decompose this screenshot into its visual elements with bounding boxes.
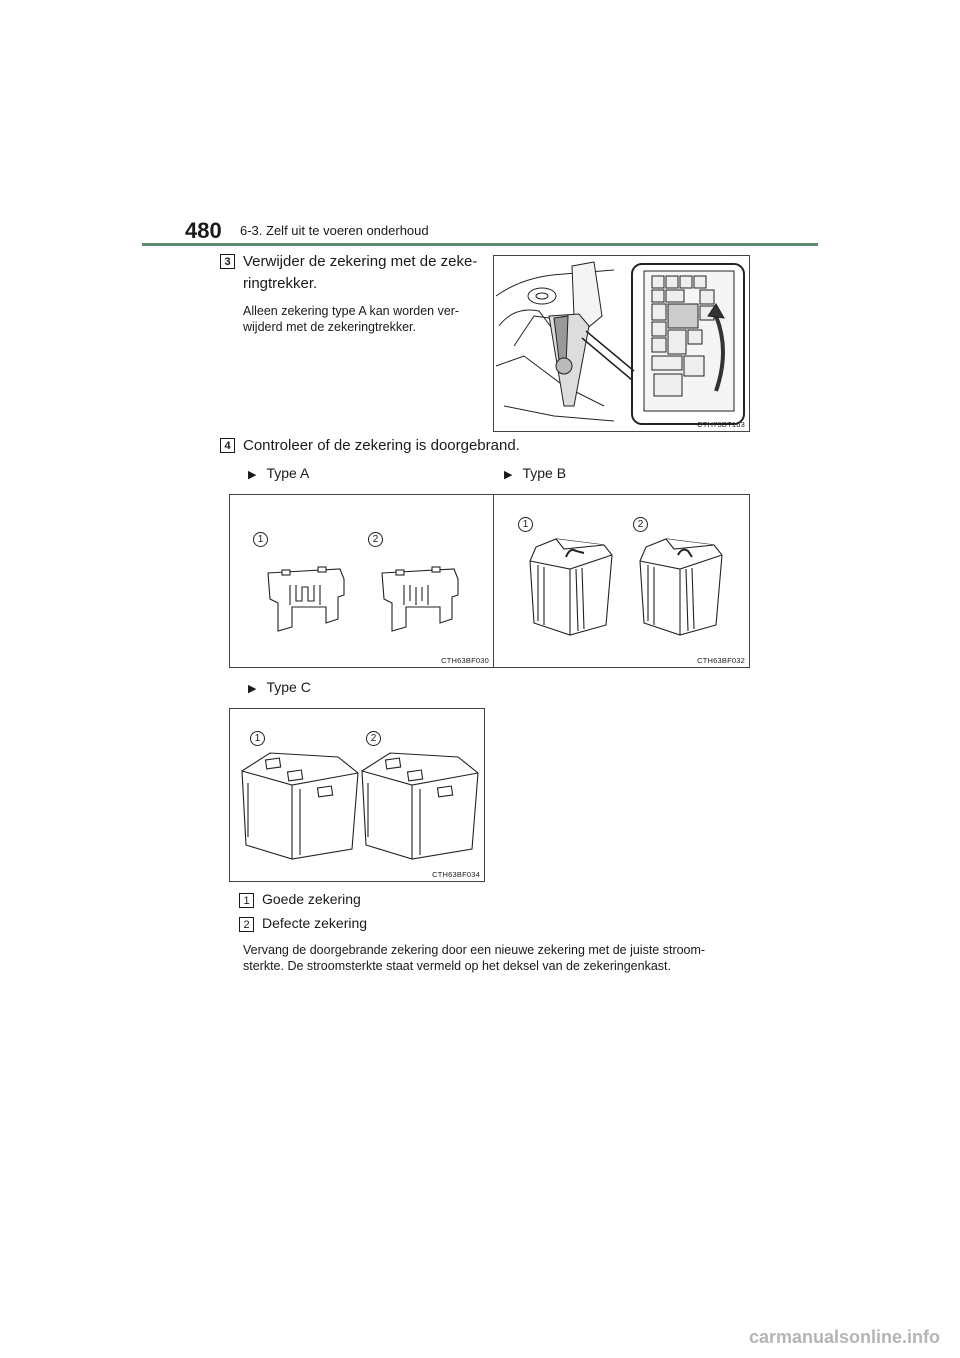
legend-2-text: Defecte zekering bbox=[262, 915, 368, 931]
section-title: 6-3. Zelf uit te voeren onderhoud bbox=[240, 223, 429, 238]
step-4-text: Controleer of de zekering is doorgebrand. bbox=[243, 437, 520, 454]
callout-2: 2 bbox=[633, 517, 648, 532]
legend-1-badge: 1 bbox=[239, 893, 254, 908]
callout-1: 1 bbox=[518, 517, 533, 532]
step-3-text bbox=[243, 251, 477, 295]
closing-note-line2: sterkte. De stroomsterkte staat vermeld op het deksel van de zekeringenkast. bbox=[243, 959, 671, 973]
type-a-label: ▶ Type A bbox=[248, 465, 310, 481]
figure-code: CTH63BF032 bbox=[697, 656, 745, 665]
step-3-note-line1: Alleen zekering type A kan worden ver- bbox=[243, 304, 460, 318]
figure-code: CTH73BT163 bbox=[697, 420, 745, 429]
callout-1: 1 bbox=[250, 731, 265, 746]
type-b-label: ▶ Type B bbox=[504, 465, 567, 481]
callout-2: 2 bbox=[366, 731, 381, 746]
closing-note-line1: Vervang de doorgebrande zekering door een nieuwe zekering met de juiste stroom- bbox=[243, 943, 706, 957]
type-c-fuse-figure bbox=[229, 708, 485, 882]
right-triangle-icon: ▶ bbox=[504, 469, 513, 481]
step-3-text-line1: Verwijder de zekering met de zeke- bbox=[243, 253, 478, 270]
step-3-note-line2: wijderd met de zekeringtrekker. bbox=[243, 320, 416, 334]
callout-1: 1 bbox=[253, 532, 268, 547]
watermark: carmanualsonline.info bbox=[748, 1327, 940, 1347]
fuse-puller-illustration bbox=[493, 255, 750, 432]
header-divider bbox=[142, 243, 818, 246]
step-3-note bbox=[243, 303, 459, 335]
closing-note bbox=[243, 942, 705, 974]
type-b-fuse-figure bbox=[493, 494, 750, 668]
engine-bay-drawing bbox=[494, 256, 749, 431]
page-number: 480 bbox=[185, 218, 222, 243]
box-fuse-drawing bbox=[230, 709, 484, 881]
cartridge-fuse-drawing bbox=[494, 495, 749, 667]
legend-2-badge: 2 bbox=[239, 917, 254, 932]
step-3-badge: 3 bbox=[220, 254, 235, 269]
type-c-label: ▶ Type C bbox=[248, 679, 311, 695]
right-triangle-icon: ▶ bbox=[248, 683, 257, 695]
figure-code: CTH63BF030 bbox=[441, 656, 489, 665]
blade-fuse-drawing bbox=[230, 495, 493, 667]
step-3-text-line2: ringtrekker. bbox=[243, 275, 318, 292]
legend-1-text: Goede zekering bbox=[262, 891, 361, 907]
right-triangle-icon: ▶ bbox=[248, 469, 257, 481]
figure-code: CTH63BF034 bbox=[432, 870, 480, 879]
step-4-badge: 4 bbox=[220, 438, 235, 453]
type-a-fuse-figure bbox=[229, 494, 494, 668]
callout-2: 2 bbox=[368, 532, 383, 547]
